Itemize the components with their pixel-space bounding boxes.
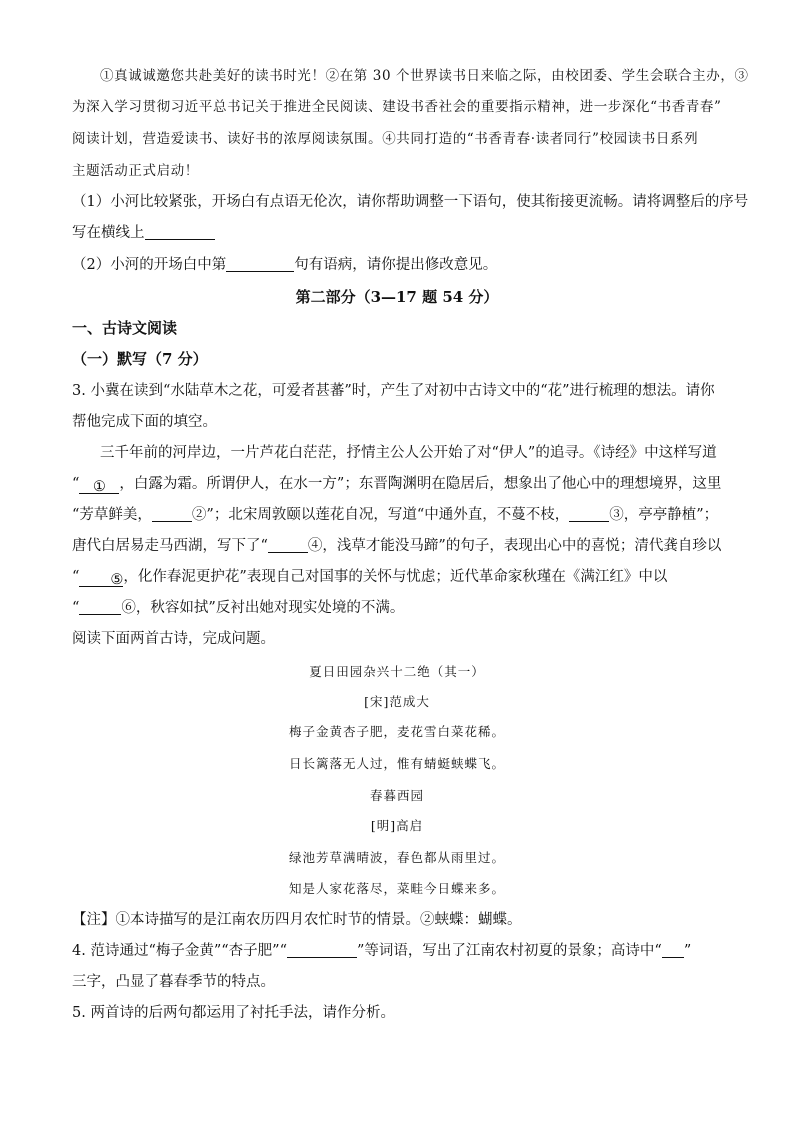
q4-text-c: ” bbox=[683, 943, 692, 959]
quote-open: “ bbox=[72, 476, 80, 492]
q1-part1-line-1: （1）小河比较紧张，开场白有点语无伦次，请你帮助调整一下语句，使其衔接更流畅。请将调整后的序号 bbox=[72, 194, 749, 210]
q3-line-5-text-a: “芳草鲜美， bbox=[72, 507, 152, 523]
intro-line-2: 为深入学习贯彻习近平总书记关于推进全民阅读、建设书香社会的重要指示精神，进一步深化“书香青春” bbox=[72, 99, 722, 115]
reading-prompt: 阅读下面两首古诗，完成问题。 bbox=[72, 631, 275, 647]
q1-part2-text-a: （2）小河的开场白中第 bbox=[72, 257, 227, 273]
intro-line-4: 主题活动正式启动！ bbox=[72, 163, 199, 179]
q3-line-4-text: ，白露为霜。所谓伊人，在水一方”；东晋陶渊明在隐居后，想象出了他心中的理想境界，这里 bbox=[119, 476, 722, 492]
q4-text-b: ”等词语，写出了江南农村初夏的景象；高诗中“ bbox=[357, 943, 662, 959]
answer-blank-q4-words[interactable] bbox=[287, 941, 357, 958]
part-heading: 一、古诗文阅读 bbox=[72, 319, 178, 337]
q4-line-2: 三字，凸显了暮春季节的特点。 bbox=[72, 974, 275, 990]
q3-line-8-text: ⑥，秋容如拭”反衬出她对现实处境的不满。 bbox=[121, 600, 405, 616]
q3-line-6-text-b: ④，浅草才能没马蹄”的句子，表现出心中的喜悦；清代龚自珍以 bbox=[307, 538, 722, 554]
answer-blank-sentence-number[interactable] bbox=[226, 255, 294, 272]
q1-part2-text-b: 句有语病，请你提出修改意见。 bbox=[294, 257, 498, 273]
answer-blank-6[interactable] bbox=[79, 598, 121, 615]
poem2-line-2: 知是人家花落尽，菜畦今日蝶来多。 bbox=[288, 881, 505, 896]
answer-blank-4[interactable] bbox=[268, 536, 308, 553]
q3-line-7 bbox=[72, 567, 722, 587]
quote-open: “ bbox=[72, 600, 80, 616]
answer-blank-5[interactable]: ⑤ bbox=[79, 570, 123, 587]
answer-blank-q4-three-chars[interactable] bbox=[662, 941, 684, 958]
poem1-line-1: 梅子金黄杏子肥，麦花雪白菜花稀。 bbox=[288, 724, 505, 739]
section-title: 第二部分（3—17 题 54 分） bbox=[295, 288, 499, 306]
poem2-author: [明]高启 bbox=[370, 818, 424, 833]
q3-line-6 bbox=[72, 536, 722, 556]
answer-blank-order[interactable] bbox=[145, 223, 215, 240]
q3-line-4 bbox=[72, 474, 722, 494]
poem1-title: 夏日田园杂兴十二绝（其一） bbox=[309, 664, 485, 679]
q3-line-7-text: ，化作春泥更护花”表现自己对国事的关怀与忧虑；近代革命家秋瑾在《满江红》中以 bbox=[123, 569, 668, 585]
q3-line-6-text-a: 唐代白居易走马西湖，写下了“ bbox=[72, 538, 268, 554]
answer-blank-3[interactable] bbox=[569, 505, 609, 522]
poem1-line-2: 日长篱落无人过，惟有蜻蜓蛱蝶飞。 bbox=[288, 756, 505, 771]
q5-line: 5. 两首诗的后两句都运用了衬托手法，请作分析。 bbox=[72, 1005, 395, 1021]
q3-line-5-text-b: ②”；北宋周敦颐以莲花自况，写道“中通外直，不蔓不枝， bbox=[191, 507, 570, 523]
quote-open: “ bbox=[72, 569, 80, 585]
poem2-line-1: 绿池芳草满晴波，春色都从雨里过。 bbox=[288, 850, 505, 865]
intro-line-3: 阅读计划，营造爱读书、读好书的浓厚阅读氛围。④共同打造的“书香青春·读者同行”校园读书日系列 bbox=[72, 131, 699, 147]
q3-line-2: 帮他完成下面的填空。 bbox=[72, 414, 217, 430]
q3-line-1: 3. 小冀在读到“水陆草木之花，可爱者甚蕃”时，产生了对初中古诗文中的“花”进行梳理的想法。请你 bbox=[72, 383, 715, 399]
q1-part1-text: 写在横线上 bbox=[72, 225, 145, 241]
intro-line-1: ①真诚诚邀您共赴美好的读书时光！②在第 30 个世界读书日来临之际，由校团委、学生会联合主办，③ bbox=[100, 68, 749, 84]
q1-part2-line bbox=[72, 255, 722, 275]
q3-line-3: 三千年前的河岸边，一片芦花白茫茫，抒情主公人公开始了对“伊人”的追寻。《诗经》中这样写道 bbox=[100, 445, 717, 461]
answer-blank-2[interactable] bbox=[152, 505, 192, 522]
answer-blank-1[interactable]: ① bbox=[79, 477, 119, 494]
poem1-author: [宋]范成大 bbox=[364, 694, 430, 709]
q3-line-8 bbox=[72, 598, 722, 618]
sub-heading: （一）默写（7 分） bbox=[72, 350, 208, 368]
q4-text-a: 4. 范诗通过“梅子金黄”“杏子肥”“ bbox=[72, 943, 288, 959]
q3-line-5 bbox=[72, 505, 722, 525]
q1-part1-line-2 bbox=[72, 223, 722, 243]
q3-line-5-text-c: ③，亭亭静植”； bbox=[609, 507, 719, 523]
poem2-title: 春暮西园 bbox=[369, 788, 424, 803]
q4-line-1 bbox=[72, 941, 722, 961]
poem-note: 【注】①本诗描写的是江南农历四月农忙时节的情景。②蛱蝶：蝴蝶。 bbox=[72, 912, 522, 928]
